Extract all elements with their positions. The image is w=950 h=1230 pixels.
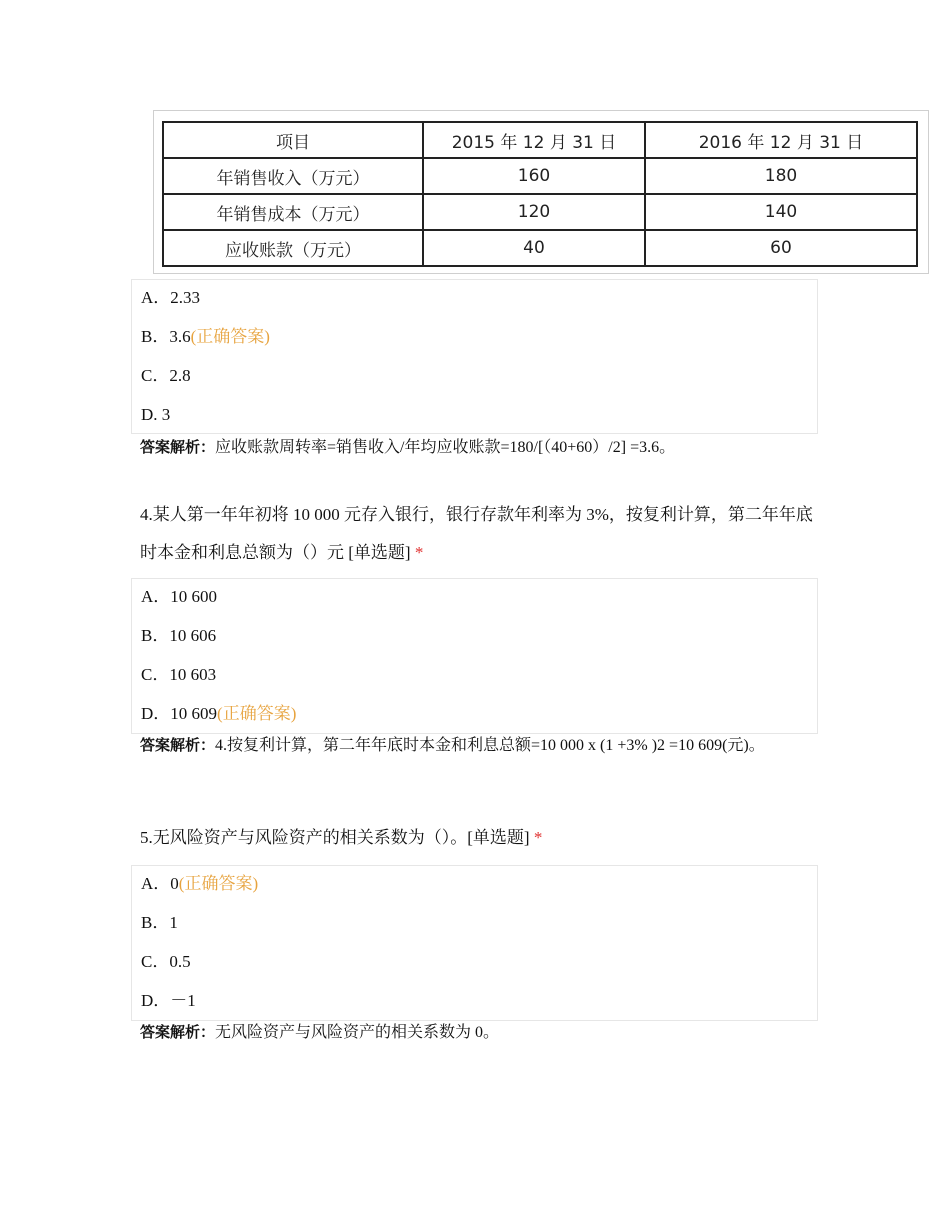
option-label: C．2.8 [141,366,191,385]
q5-option-c[interactable] [141,952,191,972]
option-label: C．10 603 [141,665,217,684]
table-row [163,194,917,230]
option-label: D．－1 [141,991,196,1010]
q3-option-b[interactable] [141,327,270,347]
question-text: 4.某人第一年年初将 10 000 元存入银行，银行存款年利率为 3%，按复利计算，第二年年底时本金和利息总额为（）元 [单选题] [140,505,813,562]
q3-options-box [131,279,818,434]
q5-option-a[interactable] [141,874,258,894]
option-label: A．0 [141,874,179,893]
explanation-label: 答案解析： [140,1023,216,1041]
explanation-text: 4.按复利计算，第二年年底时本金和利息总额=10 000 x (1 +3% )2 =10 609(元)。 [215,737,765,754]
q3-option-c[interactable] [141,366,191,386]
q4-option-a[interactable] [141,587,217,607]
option-label: D．10 609 [141,704,218,723]
correct-answer-tag: (正确答案) [190,327,270,346]
table-header-cell: 2015 年 12 月 31 日 [423,122,645,158]
q3-option-a[interactable] [141,288,200,308]
table-cell: 160 [423,158,645,194]
explanation-label: 答案解析： [140,736,216,754]
explanation-label: 答案解析： [140,438,216,456]
table-cell: 年销售成本（万元） [163,194,423,230]
correct-answer-tag: (正确答案) [217,704,297,723]
q3-explanation [140,437,810,458]
table-cell: 应收账款（万元） [163,230,423,266]
table-cell: 120 [423,194,645,230]
question-text: 5.无风险资产与风险资产的相关系数为（）。[单选题] [140,828,530,847]
option-label: A．2.33 [141,288,201,307]
option-label: B．10 606 [141,626,217,645]
table-cell: 60 [645,230,917,266]
table-cell: 年销售收入（万元） [163,158,423,194]
data-table-frame [153,110,929,274]
option-label: A．10 600 [141,587,218,606]
option-label: D. 3 [141,405,171,424]
financial-data-table [162,121,918,267]
q4-explanation [140,735,810,756]
q3-option-d[interactable] [141,405,170,425]
table-cell: 140 [645,194,917,230]
q5-explanation [140,1022,810,1043]
table-cell: 180 [645,158,917,194]
option-label: B．1 [141,913,178,932]
q5-option-b[interactable] [141,913,178,933]
explanation-text: 应收账款周转率=销售收入/年均应收账款=180/[（40+60）/2] =3.6。 [215,439,676,456]
q5-options-box [131,865,818,1021]
q4-option-b[interactable] [141,626,216,646]
q5-option-d[interactable] [141,991,196,1011]
table-header-row [163,122,917,158]
option-label: B．3.6 [141,327,191,346]
table-row [163,158,917,194]
q4-option-c[interactable] [141,665,216,685]
q5-question [140,819,815,857]
option-label: C．0.5 [141,952,191,971]
required-star: * [414,543,424,562]
q4-question [140,496,815,572]
explanation-text: 无风险资产与风险资产的相关系数为 0。 [215,1024,500,1041]
required-star: * [533,828,543,847]
table-row [163,230,917,266]
correct-answer-tag: (正确答案) [178,874,259,893]
q4-options-box [131,578,818,734]
table-cell: 40 [423,230,645,266]
q4-option-d[interactable] [141,704,296,724]
table-header-cell: 项目 [163,122,423,158]
table-header-cell: 2016 年 12 月 31 日 [645,122,917,158]
